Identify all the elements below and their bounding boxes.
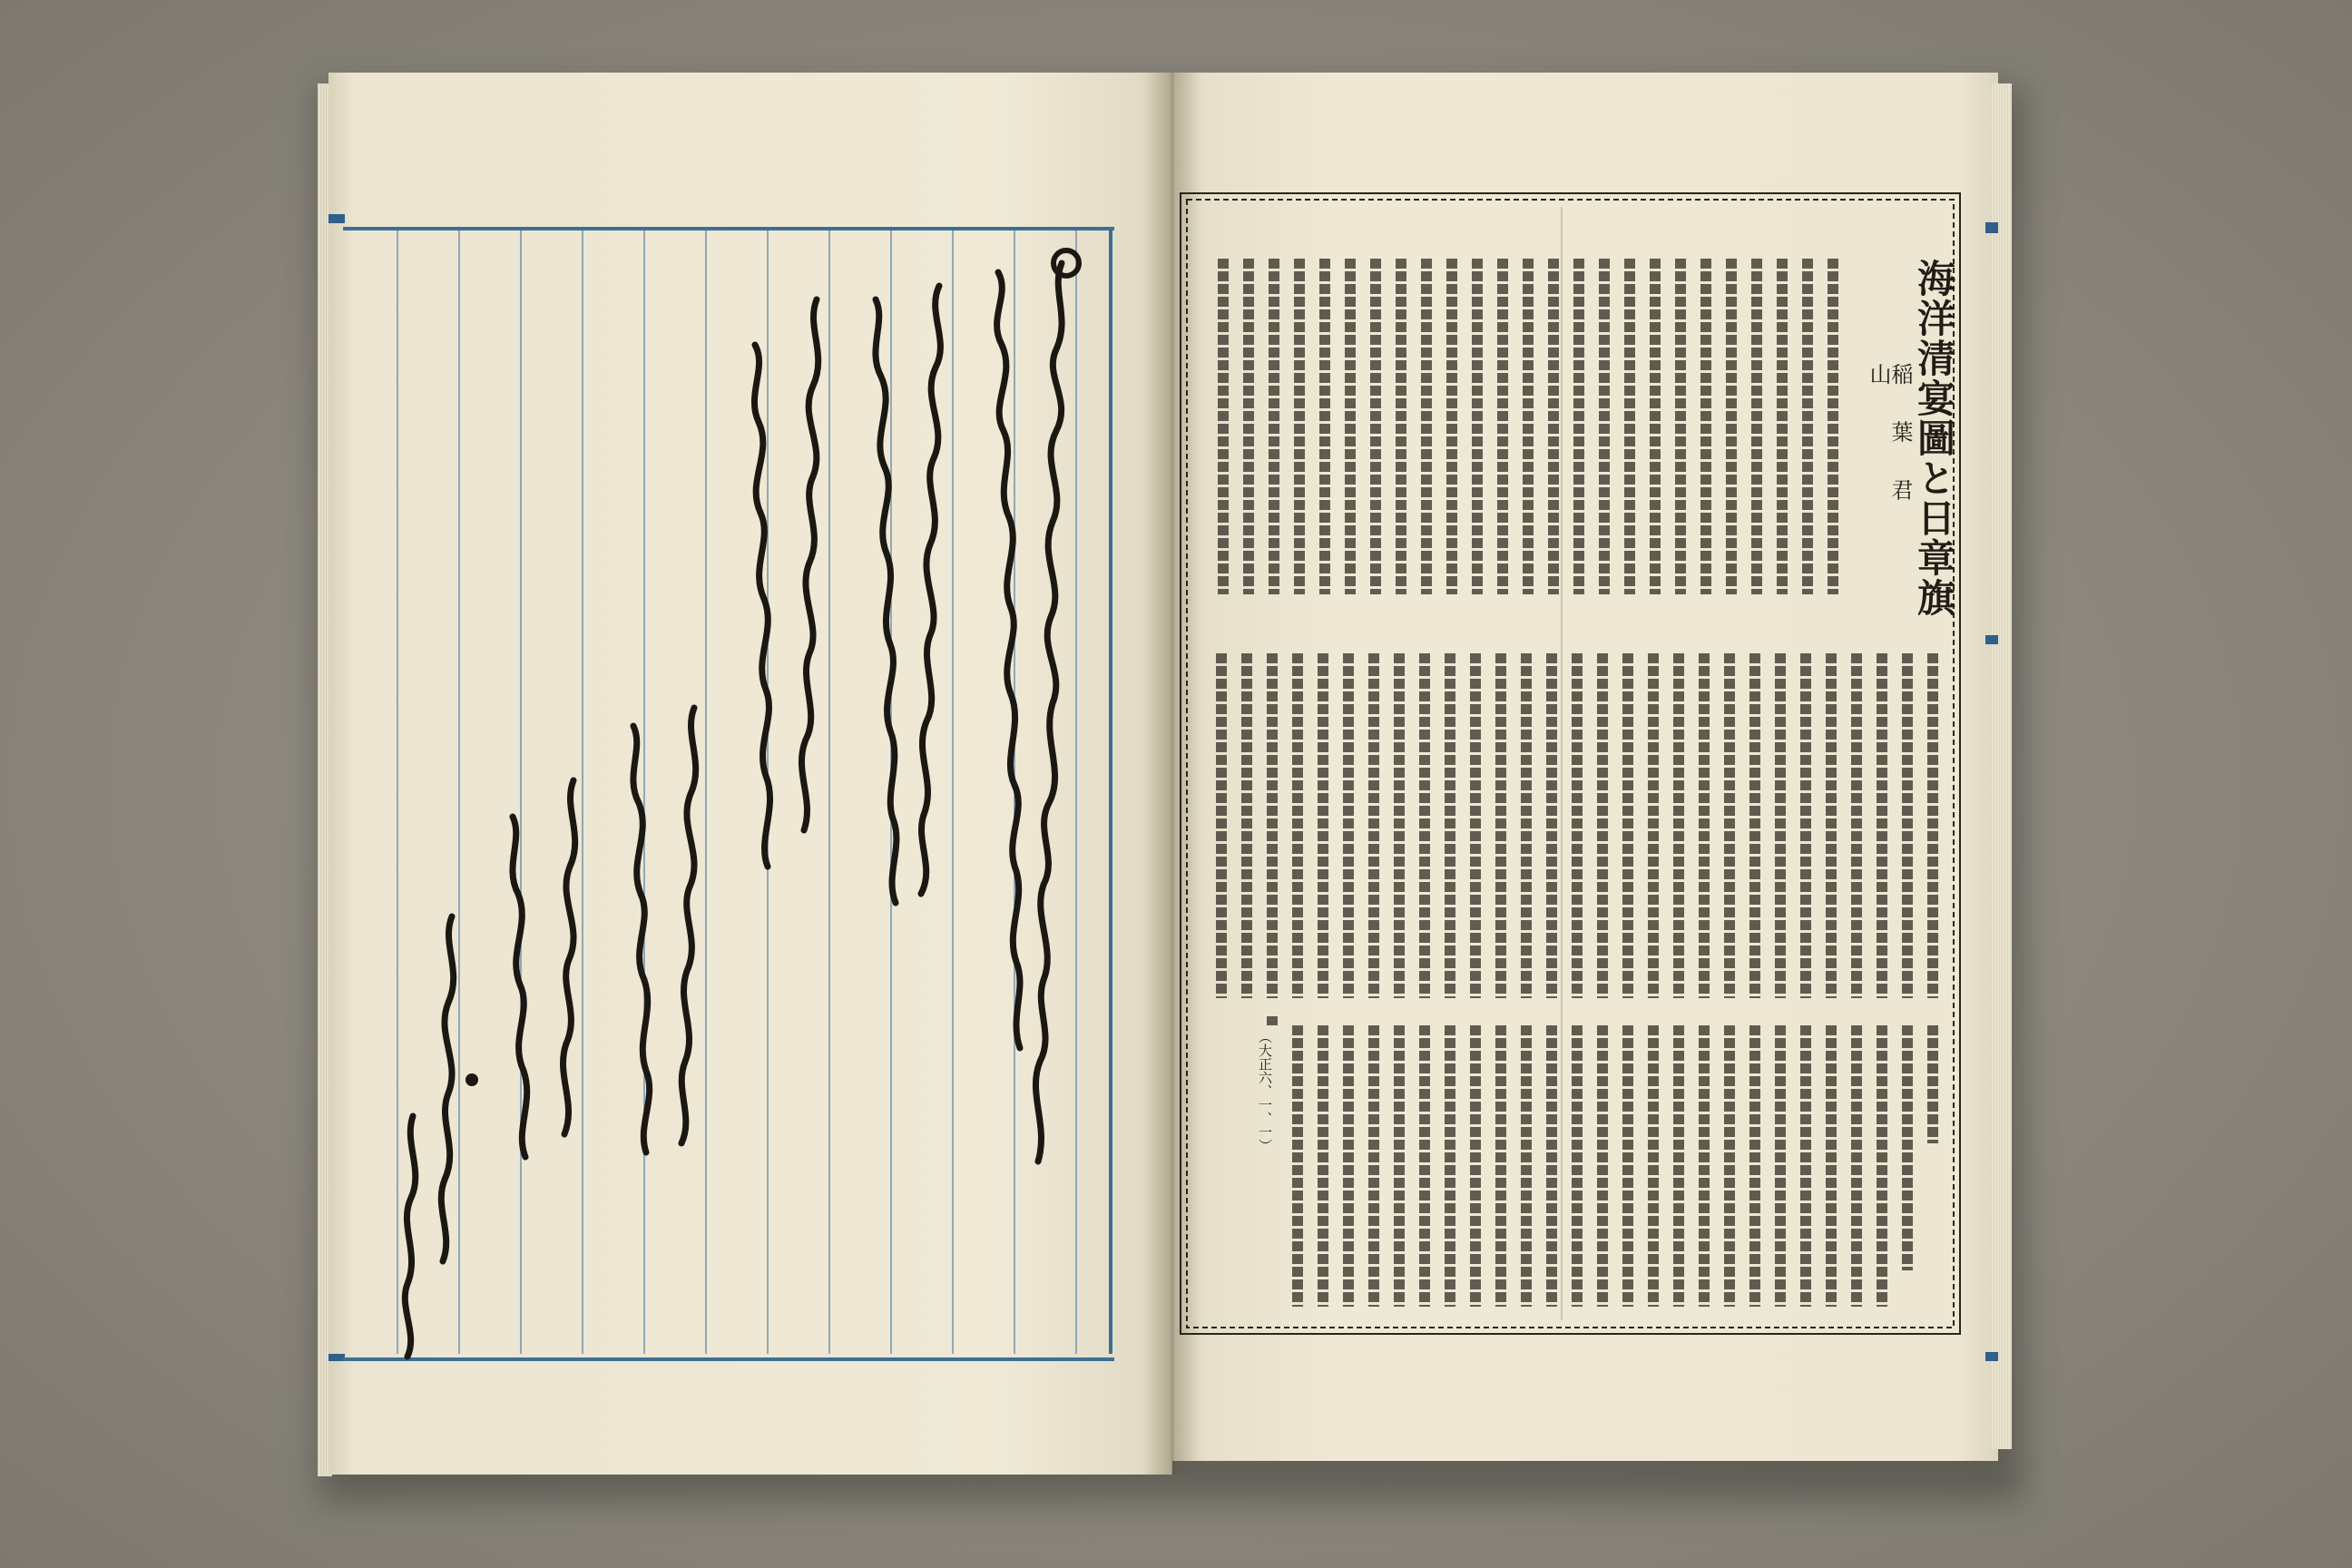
article-author: 稲 葉 君 山	[1866, 363, 1913, 515]
article-title: 海洋清宴圖と日章旗	[1912, 259, 1956, 618]
article-date: （大正六、一、一）	[1257, 1030, 1273, 1152]
